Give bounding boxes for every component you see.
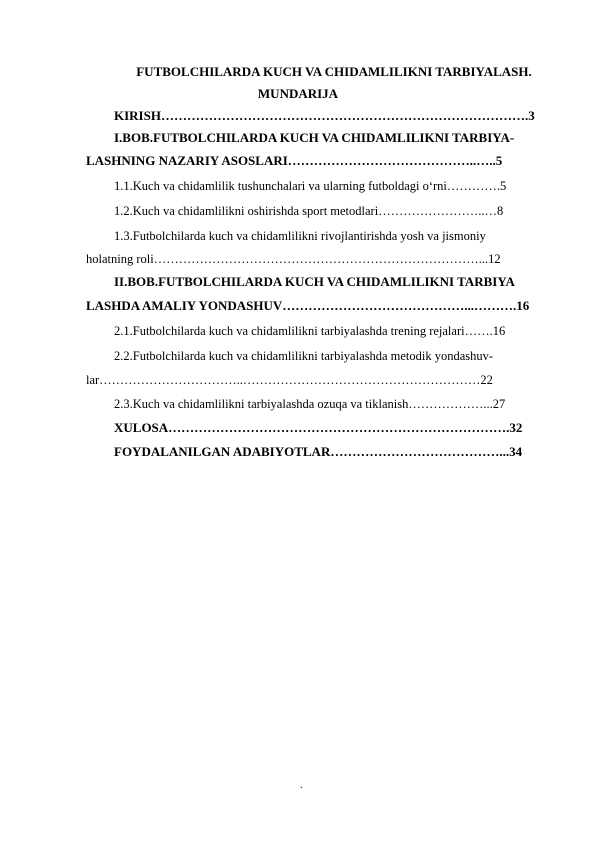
toc-entry-1-1[interactable]: 1.1.Kuch va chidamlilik tushunchalari va ularning futboldagi o‘rni………….5 xyxy=(114,179,507,193)
document-title: FUTBOLCHILARDA KUCH VA CHIDAMLILIKNI TARBIYALASH. xyxy=(136,64,532,79)
toc-entry-1-3-cont[interactable]: holatning roli……………………………………………………………………...12 xyxy=(86,252,501,266)
toc-entry-adabiyotlar[interactable]: FOYDALANILGAN ADABIYOTLAR…………………………………...34 xyxy=(114,444,523,459)
footer-mark: . xyxy=(300,780,303,791)
toc-entry-2-1[interactable]: 2.1.Futbolchilarda kuch va chidamlilikni tarbiyalashda trening rejalari…….16 xyxy=(114,324,506,338)
toc-entry-2-2-cont[interactable]: lar……………………………..…………………………………………………22 xyxy=(86,373,493,387)
toc-entry-chapter-2[interactable]: II.BOB.FUTBOLCHILARDA KUCH VA CHIDAMLILIKNI TARBIYA xyxy=(114,274,515,289)
toc-entry-1-3[interactable]: 1.3.Futbolchilarda kuch va chidamlilikni rivojlantirishda yosh va jismoniy xyxy=(114,229,486,243)
toc-entry-2-3[interactable]: 2.3.Kuch va chidamlilikni tarbiyalashda ozuqa va tiklanish………………...27 xyxy=(114,397,506,411)
toc-heading: MUNDARIJA xyxy=(257,86,339,101)
toc-entry-chapter-1[interactable]: I.BOB.FUTBOLCHILARDA KUCH VA CHIDAMLILIKNI TARBIYA- xyxy=(114,130,515,145)
toc-entry-1-2[interactable]: 1.2.Kuch va chidamlilikni oshirishda sport metodlari……………………..…8 xyxy=(114,204,504,218)
toc-entry-xulosa[interactable]: XULOSA…………………………………………………………………….32 xyxy=(114,420,523,435)
toc-entry-kirish[interactable]: KIRISH………………………………………………………………………….3 xyxy=(114,108,535,123)
toc-entry-chapter-1-cont[interactable]: LASHNING NAZARIY ASOSLARI……………………………………..…..5 xyxy=(86,153,503,168)
toc-entry-chapter-2-cont[interactable]: LASHDA AMALIY YONDASHUV……………………………………...……….16 xyxy=(86,298,530,313)
toc-entry-2-2[interactable]: 2.2.Futbolchilarda kuch va chidamlilikni tarbiyalashda metodik yondashuv- xyxy=(114,349,494,363)
